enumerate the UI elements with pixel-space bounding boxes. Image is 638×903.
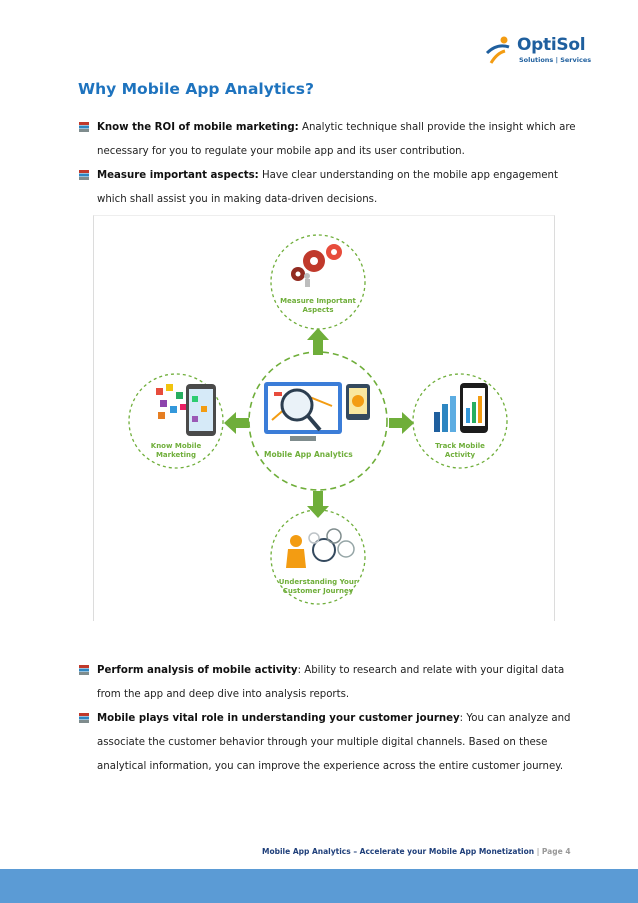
footer-title: Mobile App Analytics – Accelerate your Mobile App Monetization [262, 847, 535, 856]
gears-icon [291, 244, 342, 287]
bullet-text: : Ability to research and relate with your digital data from the app and deep dive into analysis reports. [97, 665, 565, 700]
mobile-apps-icon [156, 384, 216, 436]
bullet-list-bottom [78, 659, 578, 779]
bullet-bold: Know the ROI of mobile marketing: [97, 122, 299, 133]
bullet-item [78, 116, 578, 164]
footer-bar [0, 869, 638, 903]
logo-tagline: Solutions | Services [519, 56, 592, 64]
bullet-text: Analytic technique shall provide the insight which are necessary for you to regulate your mobile app and its user contribution. [97, 122, 576, 157]
bullet-icon [79, 713, 89, 723]
bullet-text: Have clear understanding on the mobile app engagement which shall assist you in making data-driven decisions. [97, 170, 558, 205]
logo-figure-icon [483, 33, 517, 67]
bullet-icon [79, 122, 89, 132]
bullet-text: : You can analyze and associate the customer behavior through your multiple digital channels. Based on these analytical information, you can improve the experience across the entire customer journey. [97, 713, 571, 772]
bullet-bold: Mobile plays vital role in understanding your customer journey [97, 713, 460, 724]
analytics-diagram [93, 215, 555, 621]
bullet-icon [79, 170, 89, 180]
node-label-top: Measure Important Aspects [280, 297, 356, 314]
logo-wordmark: OptiSol [517, 35, 586, 55]
footer [262, 847, 571, 856]
arrow-left-icon [224, 412, 249, 434]
bullet-list-top [78, 116, 578, 212]
node-label-left: Know Mobile Marketing [150, 442, 202, 459]
optisol-logo [483, 33, 613, 71]
customer-journey-icon [286, 529, 354, 568]
bullet-icon [79, 665, 89, 675]
arrow-right-icon [389, 412, 414, 434]
diagram-graphic [94, 216, 554, 621]
center-label: Mobile App Analytics [264, 450, 353, 459]
node-label-bottom: Understanding Your Customer Journey [278, 578, 358, 595]
page-number: Page 4 [541, 847, 571, 856]
arrow-down-icon [307, 491, 329, 518]
bullet-bold: Perform analysis of mobile activity [97, 665, 298, 676]
footer-separator: | [536, 847, 540, 856]
analytics-dashboard-icon [264, 382, 370, 441]
page-title: Why Mobile App Analytics? [78, 80, 314, 98]
bullet-bold: Measure important aspects: [97, 170, 259, 181]
arrow-up-icon [307, 328, 329, 355]
bullet-item [78, 707, 578, 779]
node-label-right: Track Mobile Activity [435, 442, 485, 459]
bullet-item [78, 164, 578, 212]
mobile-chart-icon [434, 383, 488, 433]
bullet-item [78, 659, 578, 707]
